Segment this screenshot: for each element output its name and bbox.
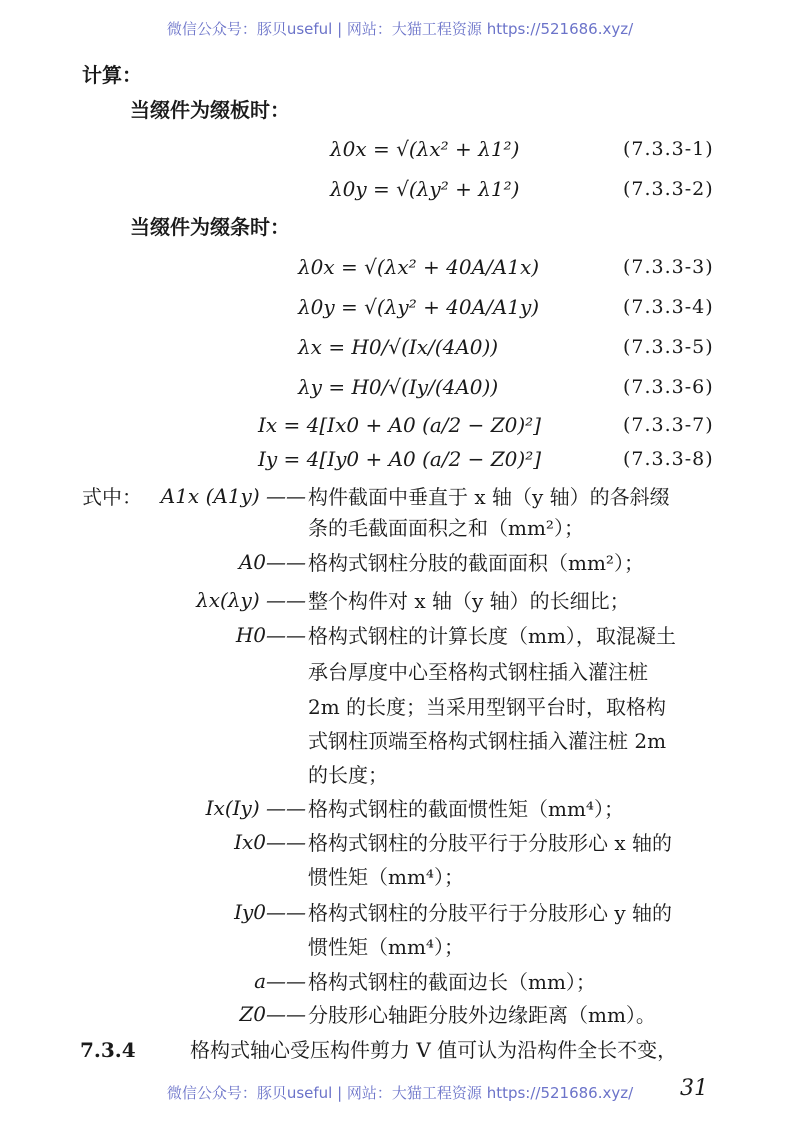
equation-number-8: (7.3.3-8) [623, 448, 714, 470]
def-text-A1x-1: 构件截面中垂直于 x 轴（y 轴）的各斜缀 [308, 485, 670, 509]
equation-number-2: (7.3.3-2) [623, 178, 714, 200]
equation-3: λ0x = √(λx² + 40A/A1x) [298, 255, 540, 279]
def-symbol-lambda: λx(λy) —— [196, 588, 306, 612]
def-text-Ix: 格构式钢柱的截面惯性矩（mm⁴）； [308, 797, 624, 821]
clause-text: 格构式轴心受压构件剪力 V 值可认为沿构件全长不变， [190, 1038, 678, 1062]
equation-number-3: (7.3.3-3) [623, 256, 714, 278]
clause-number: 7.3.4 [80, 1038, 136, 1062]
equation-7: Ix = 4[Ix0 + A0 (a/2 − Z0)²] [258, 413, 541, 437]
def-text-lambda: 整个构件对 x 轴（y 轴）的长细比； [308, 589, 630, 613]
equation-number-4: (7.3.3-4) [623, 296, 714, 318]
equation-6: λy = H0/√(Iy/(4A0)) [298, 375, 499, 399]
def-text-H0-3: 2m 的长度；当采用型钢平台时，取格构 [308, 695, 667, 719]
def-text-H0-4: 式钢柱顶端至格构式钢柱插入灌注桩 2m [308, 729, 667, 753]
def-text-A0: 格构式钢柱分肢的截面面积（mm²）； [308, 551, 644, 575]
def-symbol-Ix0: Ix0—— [234, 830, 306, 854]
def-text-H0-1: 格构式钢柱的计算长度（mm），取混凝土 [308, 624, 676, 648]
subheading-lacing: 当缀件为缀条时： [130, 215, 290, 239]
equation-1: λ0x = √(λx² + λ1²) [330, 137, 520, 161]
page-number: 31 [680, 1076, 708, 1101]
watermark-top: 微信公众号：豚贝useful | 网站：大猫工程资源 https://521686.xyz/ [166, 20, 634, 38]
def-text-A1x-2: 条的毛截面面积之和（mm²）； [308, 516, 584, 540]
equation-4: λ0y = √(λy² + 40A/A1y) [298, 295, 540, 319]
equation-number-6: (7.3.3-6) [623, 376, 714, 398]
def-symbol-H0: H0—— [235, 623, 306, 647]
def-text-a: 格构式钢柱的截面边长（mm）； [308, 970, 596, 994]
def-symbol-A0: A0—— [238, 550, 306, 574]
def-text-Z0: 分肢形心轴距分肢外边缘距离（mm）。 [308, 1003, 656, 1027]
subheading-batten: 当缀件为缀板时： [130, 98, 290, 122]
def-text-Ix0-2: 惯性矩（mm⁴）； [308, 865, 464, 889]
def-symbol-Iy0: Iy0—— [234, 900, 306, 924]
equation-2: λ0y = √(λy² + λ1²) [330, 177, 520, 201]
equation-number-5: (7.3.3-5) [623, 336, 714, 358]
equation-5: λx = H0/√(Ix/(4A0)) [298, 335, 499, 359]
def-text-H0-2: 承台厚度中心至格构式钢柱插入灌注桩 [308, 660, 648, 684]
equation-number-7: (7.3.3-7) [623, 414, 714, 436]
heading: 计算： [82, 63, 142, 87]
def-symbol-Ix: Ix(Iy) —— [205, 796, 306, 820]
watermark-bottom: 微信公众号：豚贝useful | 网站：大猫工程资源 https://521686.xyz/ [166, 1084, 634, 1102]
where-label: 式中： [82, 485, 142, 509]
def-text-Ix0-1: 格构式钢柱的分肢平行于分肢形心 x 轴的 [308, 831, 672, 855]
equation-number-1: (7.3.3-1) [623, 138, 714, 160]
def-text-Iy0-1: 格构式钢柱的分肢平行于分肢形心 y 轴的 [308, 901, 673, 925]
def-text-Iy0-2: 惯性矩（mm⁴）； [308, 935, 464, 959]
def-symbol-Z0: Z0—— [239, 1002, 306, 1026]
equation-8: Iy = 4[Iy0 + A0 (a/2 − Z0)²] [258, 447, 542, 471]
def-text-H0-5: 的长度； [308, 763, 388, 787]
def-symbol-a: a—— [254, 969, 306, 993]
def-symbol-A1x: A1x (A1y) —— [160, 484, 306, 508]
